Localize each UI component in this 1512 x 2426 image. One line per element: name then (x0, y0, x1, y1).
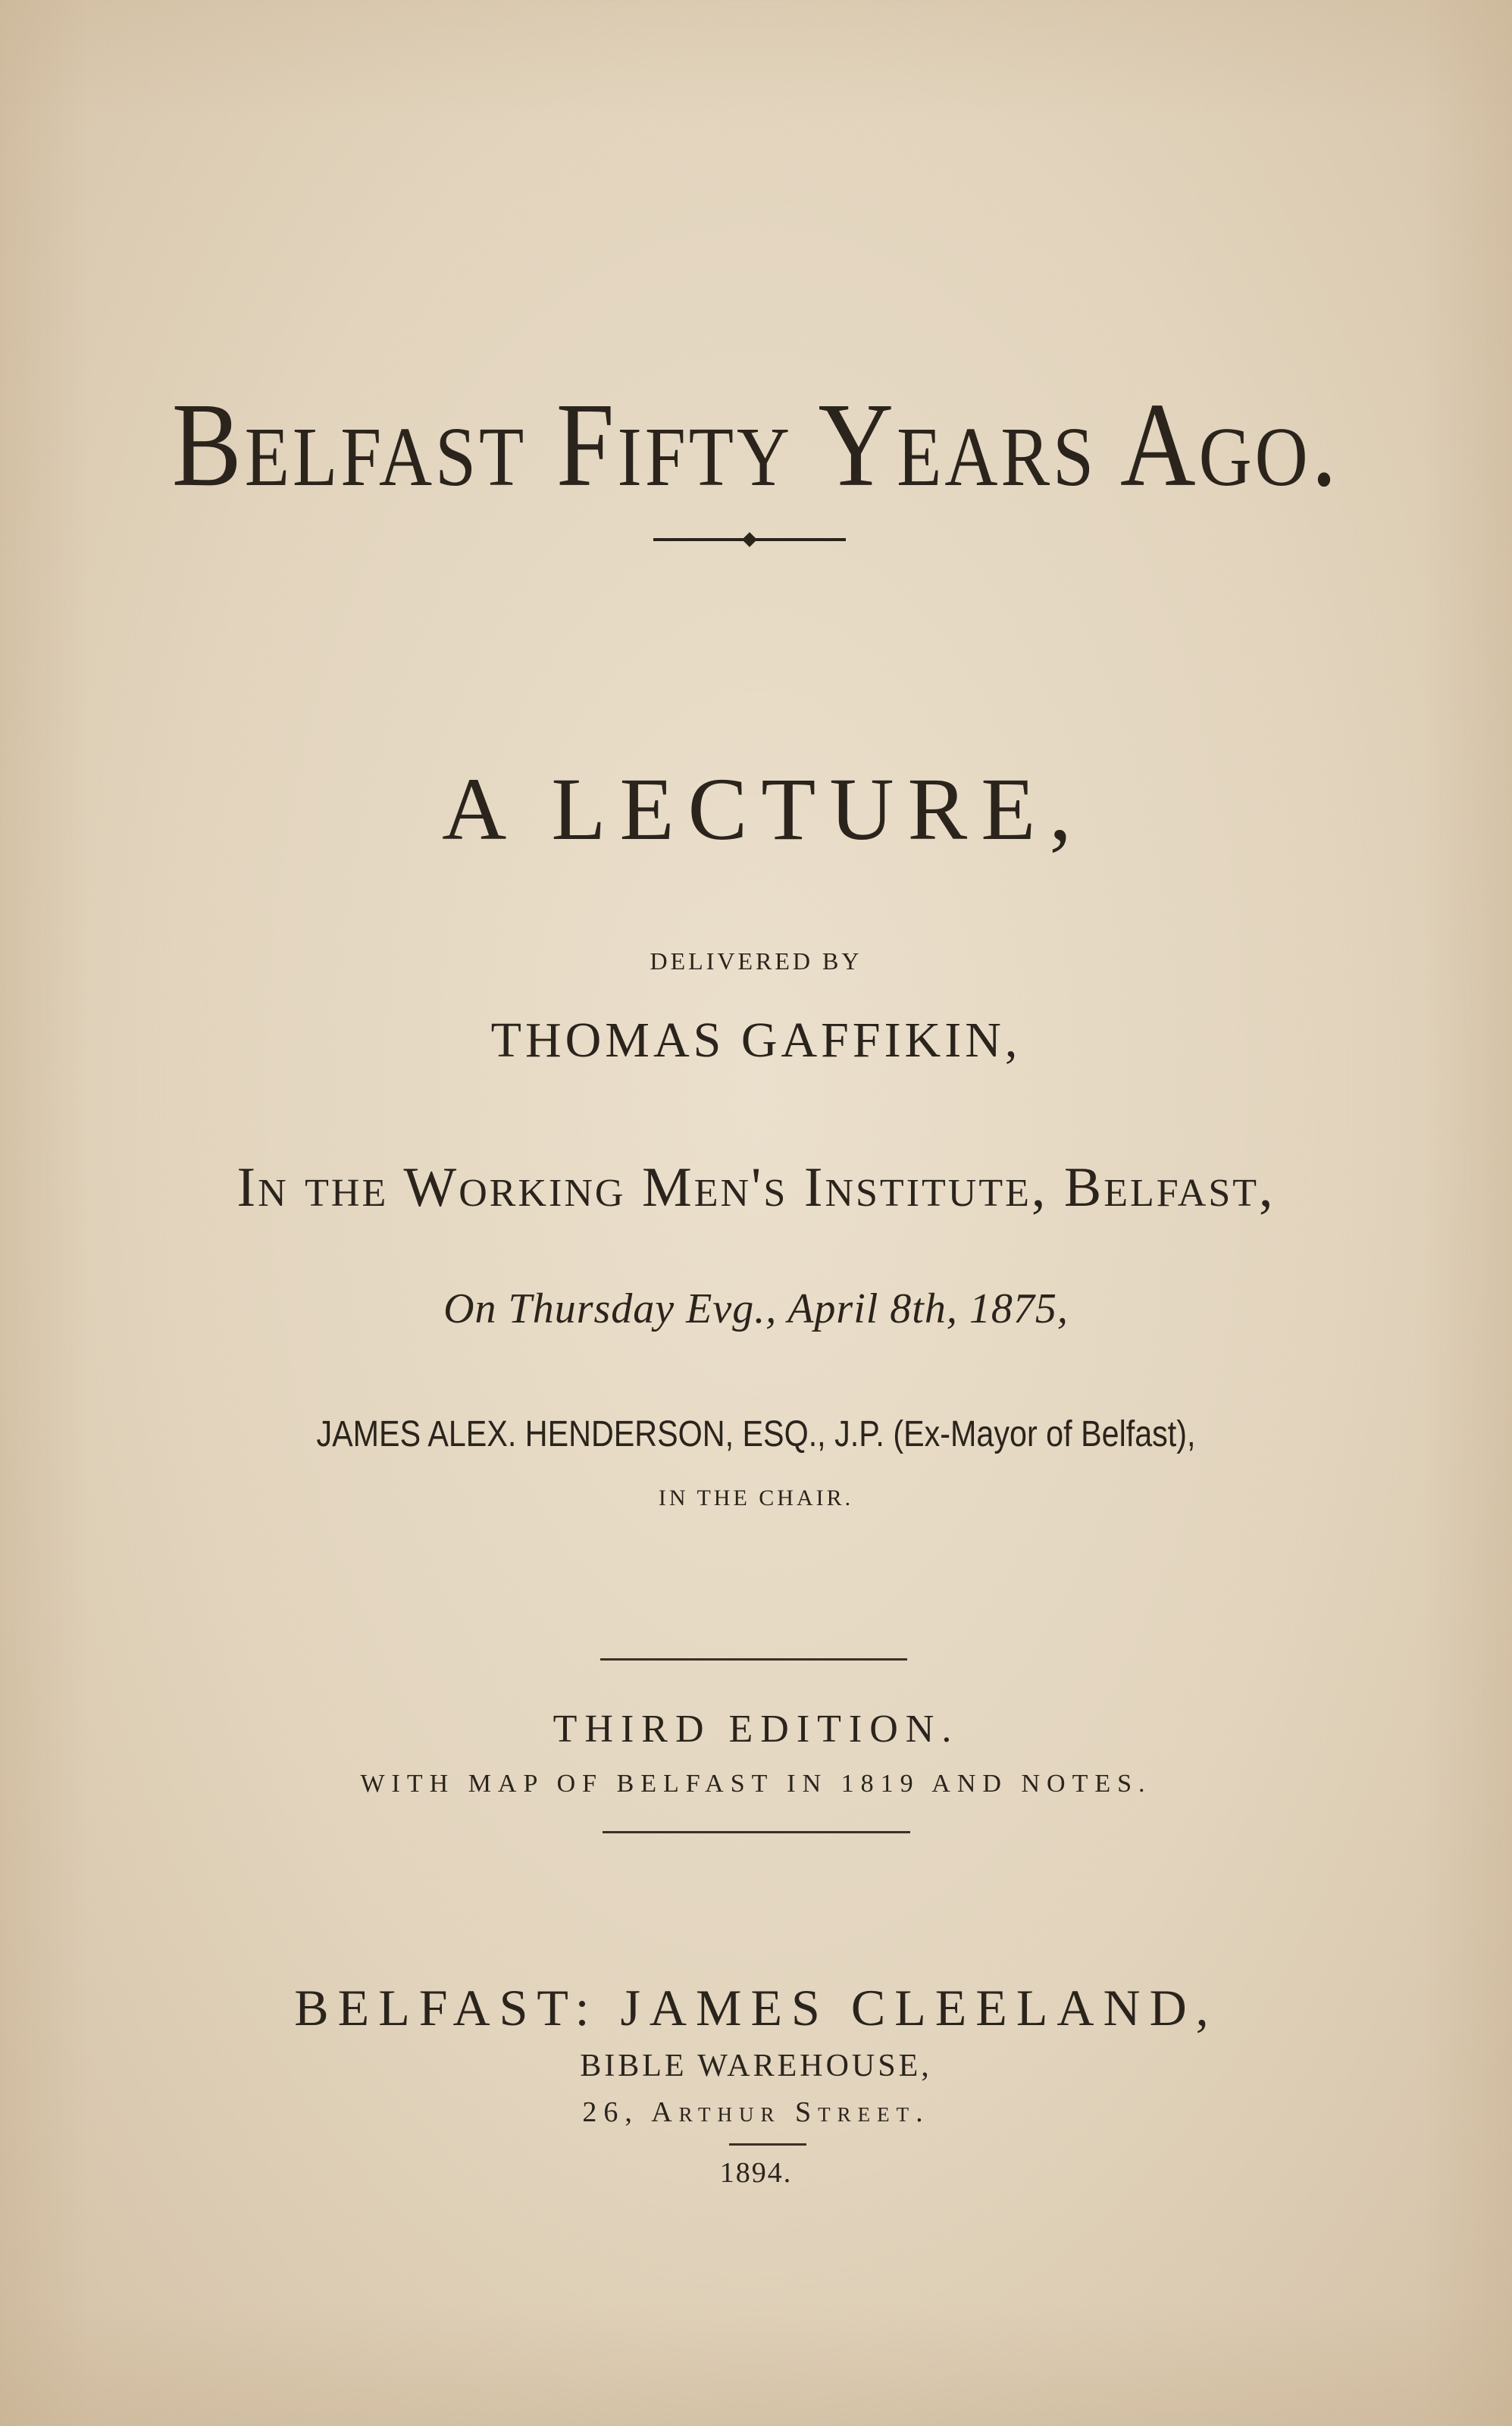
title-ornament-rule (653, 534, 846, 545)
year-rule (729, 2143, 806, 2146)
lecture-date: On Thursday Evg., April 8th, 1875, (443, 1285, 1069, 1332)
divider-rule-top (600, 1658, 907, 1661)
publisher-line: BELFAST: JAMES CLEELAND, (294, 1979, 1218, 2036)
lecture-heading: A LECTURE, (442, 759, 1085, 859)
ornament-diamond (742, 532, 757, 547)
venue-line: In the Working Men's Institute, Belfast, (236, 1157, 1276, 1219)
publisher-address: 26, Arthur Street. (582, 2096, 930, 2128)
chairman-line: JAMES ALEX. HENDERSON, ESQ., J.P. (Ex-Mayor of Belfast), (316, 1414, 1196, 1454)
in-the-chair-label: IN THE CHAIR. (658, 1485, 854, 1510)
edition-heading: THIRD EDITION. (553, 1708, 959, 1751)
author-name: THOMAS GAFFIKIN, (490, 1013, 1022, 1068)
page-title: Belfast Fifty Years Ago. (171, 377, 1341, 512)
divider-rule-bottom (603, 1831, 910, 1833)
edition-note: WITH MAP OF BELFAST IN 1819 AND NOTES. (360, 1770, 1152, 1798)
publisher-warehouse: BIBLE WAREHOUSE, (580, 2049, 932, 2083)
publication-year: 1894. (719, 2157, 793, 2189)
delivered-by-label: DELIVERED BY (650, 947, 862, 975)
